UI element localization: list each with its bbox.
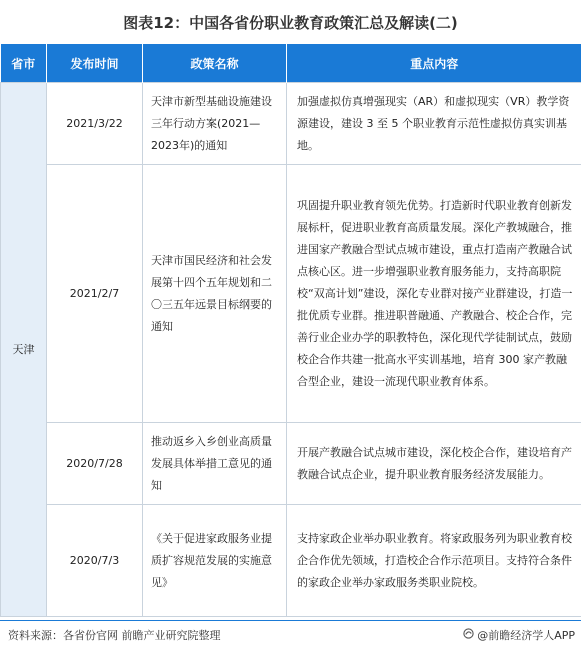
key-content-cell bbox=[287, 165, 581, 423]
policy-table bbox=[0, 44, 581, 617]
table-row bbox=[1, 505, 581, 617]
swirl-logo-icon bbox=[463, 628, 474, 642]
key-content-text: 开展产教融合试点城市建设，深化校企合作，建设培育产教融合试点企业，提升职业教育服务经济发展能力。 bbox=[297, 445, 572, 481]
table-row bbox=[1, 423, 581, 505]
brand-text: @前瞻经济学人APP bbox=[477, 629, 575, 642]
policy-name-text: 推动返乡入乡创业高质量发展具体举措工意见的通知 bbox=[151, 434, 272, 492]
date-cell: 2021/2/7 bbox=[47, 165, 143, 423]
key-content-cell bbox=[287, 505, 581, 617]
policy-name-cell bbox=[143, 505, 287, 617]
header-policy-name: 政策名称 bbox=[143, 44, 287, 83]
key-content-text: 加强虚拟仿真增强现实（AR）和虚拟现实（VR）教学资源建设，建设 3 至 5 个职业教育示范性虚拟仿真实训基地。 bbox=[297, 94, 570, 152]
header-key-content: 重点内容 bbox=[287, 44, 581, 83]
key-content-text: 支持家政企业举办职业教育。将家政服务列为职业教育校企合作优先领域，打造校企合作示范项目。支持符合条件的家政企业举办家政服务类职业院校。 bbox=[297, 531, 572, 589]
policy-name-text: 天津市国民经济和社会发展第十四个五年规划和二〇三五年远景目标纲要的通知 bbox=[151, 253, 272, 333]
date-cell: 2020/7/3 bbox=[47, 505, 143, 617]
header-date: 发布时间 bbox=[47, 44, 143, 83]
footer bbox=[0, 620, 581, 649]
policy-name-cell bbox=[143, 83, 287, 165]
table-row bbox=[1, 165, 581, 423]
key-content-cell bbox=[287, 423, 581, 505]
key-content-text: 巩固提升职业教育领先优势。打造新时代职业教育创新发展标杆，促进职业教育高质量发展。深化产教城融合，推进国家产教融合型试点城市建设，重点打造南产教融合试点核心区。进一步增强职业教育服务能力，支持高职院校“双高计划”建设，深化专业群对接产业群建设，打造一批优质专业群。推进职普融通、产教融合、校企合作，完善行业企业办学的职教特色，深化现代学徒制试点，鼓励校企合作共建一批高水平实训基地，培育 300 家产教融合型企业，建设一流现代职业教育体系。 bbox=[297, 198, 573, 388]
province-cell: 天津 bbox=[1, 83, 47, 617]
source-note: 资料来源：各省份官网 前瞻产业研究院整理 bbox=[8, 629, 221, 642]
table-header-row bbox=[1, 44, 581, 83]
policy-name-text: 天津市新型基础设施建设三年行动方案(2021—2023年)的通知 bbox=[151, 94, 272, 152]
header-province: 省市 bbox=[1, 44, 47, 83]
table-row bbox=[1, 83, 581, 165]
key-content-cell bbox=[287, 83, 581, 165]
policy-name-text: 《关于促进家政服务业提质扩容规范发展的实施意见》 bbox=[151, 531, 272, 589]
brand-mark bbox=[463, 627, 575, 643]
date-cell: 2020/7/28 bbox=[47, 423, 143, 505]
policy-name-cell bbox=[143, 165, 287, 423]
policy-name-cell bbox=[143, 423, 287, 505]
page-title: 图表12：中国各省份职业教育政策汇总及解读(二) bbox=[123, 13, 458, 32]
date-cell: 2021/3/22 bbox=[47, 83, 143, 165]
